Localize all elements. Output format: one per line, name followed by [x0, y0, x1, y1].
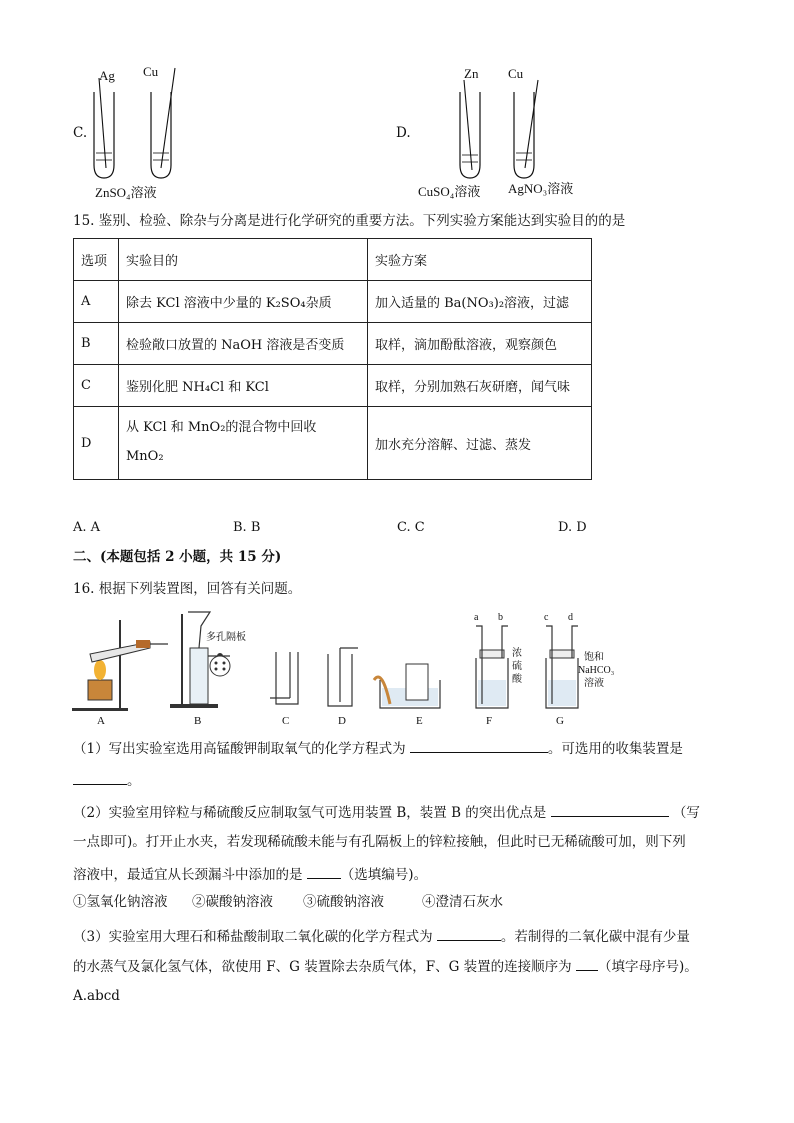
- table-row: [74, 323, 592, 365]
- choice-2[interactable]: ②碳酸钠溶液: [192, 894, 273, 910]
- g-port-c: c: [544, 612, 549, 623]
- apparatus-b: [170, 612, 246, 727]
- row-goal: 除去 KCl 溶液中少量的 K₂SO₄杂质: [119, 281, 368, 323]
- c-metal2-label: Cu: [143, 64, 159, 79]
- q16-part1-text-a: （1）写出实验室选用高锰酸钾制取氧气的化学方程式为: [73, 741, 406, 757]
- q15-answer-d[interactable]: D. D: [558, 520, 587, 535]
- q16-part2-line3: [73, 866, 427, 883]
- row-plan: 取样，滴加酚酞溶液，观察颜色: [368, 323, 592, 365]
- q16-part2-text-c: 溶液中，最适宜从长颈漏斗中添加的是: [73, 867, 303, 883]
- row-plan: 加水充分溶解、过滤、蒸发: [368, 407, 592, 480]
- row-option: B: [74, 323, 119, 365]
- q16-part3-line1: [73, 928, 690, 945]
- q16-part1-text-b: 。可选用的收集装置是: [547, 741, 683, 757]
- q15-table: [73, 238, 592, 480]
- b-note-label: 多孔隔板: [206, 632, 246, 643]
- answer-blank-5[interactable]: [437, 928, 501, 941]
- row-option: A: [74, 281, 119, 323]
- option-c-figure: [85, 60, 195, 202]
- q16-part1-text-c: 。: [127, 773, 141, 789]
- d-metal2-label: Cu: [508, 66, 524, 81]
- d-metal1-label: Zn: [464, 66, 479, 81]
- q16-part1-line1: [73, 740, 683, 757]
- g-liquid-3: 溶液: [584, 678, 604, 689]
- apparatus-c: [270, 652, 298, 727]
- option-d-figure: [412, 60, 592, 202]
- row-goal: 检验敞口放置的 NaOH 溶液是否变质: [119, 323, 368, 365]
- q16-part2-line1: [73, 804, 700, 821]
- row-plan: 取样，分别加熟石灰研磨，闻气味: [368, 365, 592, 407]
- f-port-a: a: [474, 612, 479, 623]
- row-plan: 加入适量的 Ba(NO₃)₂溶液，过滤: [368, 281, 592, 323]
- label-d: D: [338, 715, 346, 727]
- label-e: E: [416, 715, 423, 727]
- answer-blank-4[interactable]: [307, 866, 341, 879]
- f-liquid-1: 浓: [512, 648, 522, 659]
- q16-part3-answer: A.abcd: [73, 988, 120, 1004]
- answer-blank-1[interactable]: [410, 740, 548, 753]
- label-f: F: [486, 715, 493, 727]
- label-g: G: [556, 715, 564, 727]
- c-solution-label: ZnSO₄溶液: [95, 185, 157, 200]
- q16-part3-text-d: （填字母序号)。: [597, 959, 698, 975]
- apparatus-figure: [70, 608, 630, 728]
- f-port-b: b: [498, 612, 503, 623]
- option-c-label[interactable]: C.: [73, 125, 88, 141]
- apparatus-g: [544, 612, 614, 727]
- header-plan: 实验方案: [368, 239, 592, 281]
- row-option: D: [74, 407, 119, 480]
- table-row: [74, 281, 592, 323]
- table-header-row: [74, 239, 592, 281]
- q16-part2-text-b: （写: [672, 805, 700, 821]
- c-tube1: [94, 92, 114, 178]
- c-metal1-label: Ag: [99, 68, 115, 83]
- d-solution1-label: CuSO₄溶液: [418, 184, 481, 199]
- c-metal1-wire: [99, 78, 106, 168]
- answer-blank-3[interactable]: [551, 804, 669, 817]
- row-goal: [119, 407, 368, 480]
- answer-blank-2[interactable]: [73, 772, 127, 785]
- q16-part2-text-a: （2）实验室用锌粒与稀硫酸反应制取氢气可选用装置 B，装置 B 的突出优点是: [73, 805, 547, 821]
- header-option: 选项: [74, 239, 119, 281]
- f-liquid-2: 硫: [512, 661, 522, 672]
- row-goal-line2: MnO₂: [126, 449, 164, 464]
- q15-stem: 15. 鉴别、检验、除杂与分离是进行化学研究的重要方法。下列实验方案能达到实验目的的是: [73, 213, 626, 229]
- q16-part2-line2: 一点即可)。打开止水夹，若发现稀硫酸未能与有孔隔板上的锌粒接触，但此时已无稀硫酸可加，则下列: [73, 834, 686, 850]
- answer-blank-6[interactable]: [576, 958, 598, 971]
- apparatus-f: [474, 612, 523, 727]
- d-metal1-wire: [464, 80, 472, 170]
- q16-part2-text-d: （选填编号)。: [340, 867, 428, 883]
- choice-1[interactable]: ①氢氧化钠溶液: [73, 894, 168, 910]
- q16-part3-text-c: 的水蒸气及氯化氢气体，欲使用 F、G 装置除去杂质气体，F、G 装置的连接顺序为: [73, 959, 572, 975]
- table-row: [74, 407, 592, 480]
- label-c: C: [282, 715, 290, 727]
- apparatus-e: [374, 664, 440, 727]
- table-row: [74, 365, 592, 407]
- q16-part1-line2: [73, 772, 141, 789]
- label-a: A: [97, 715, 105, 727]
- f-liquid-3: 酸: [512, 674, 522, 685]
- choice-3[interactable]: ③硫酸钠溶液: [303, 894, 384, 910]
- g-liquid-2: NaHCO₃: [578, 665, 615, 676]
- q16-part3-line2: [73, 958, 698, 975]
- d-metal2-wire: [525, 80, 538, 168]
- apparatus-d: [328, 648, 358, 727]
- option-d-label[interactable]: D.: [396, 125, 411, 141]
- row-option: C: [74, 365, 119, 407]
- d-tube1: [460, 92, 480, 178]
- q16-part3-text-a: （3）实验室用大理石和稀盐酸制取二氧化碳的化学方程式为: [73, 929, 433, 945]
- g-liquid-1: 饱和: [584, 652, 604, 663]
- d-solution2-label: AgNO₃溶液: [508, 181, 574, 196]
- q15-answer-a[interactable]: A. A: [73, 520, 101, 535]
- choice-4[interactable]: ④澄清石灰水: [422, 894, 503, 910]
- row-goal: 鉴别化肥 NH₄Cl 和 KCl: [119, 365, 368, 407]
- label-b: B: [194, 715, 202, 727]
- g-port-d: d: [568, 612, 573, 623]
- q16-part3-text-b: 。若制得的二氧化碳中混有少量: [500, 929, 690, 945]
- row-goal-line1: 从 KCl 和 MnO₂的混合物中回收: [126, 420, 317, 436]
- d-tube2: [514, 92, 534, 178]
- section-title: 二、(本题包括 2 小题，共 15 分): [73, 549, 282, 565]
- q16-stem: 16. 根据下列装置图，回答有关问题。: [73, 581, 302, 597]
- apparatus-a: [72, 620, 168, 727]
- q15-answer-c[interactable]: C. C: [397, 520, 425, 535]
- header-goal: 实验目的: [119, 239, 368, 281]
- q15-answer-b[interactable]: B. B: [233, 520, 261, 535]
